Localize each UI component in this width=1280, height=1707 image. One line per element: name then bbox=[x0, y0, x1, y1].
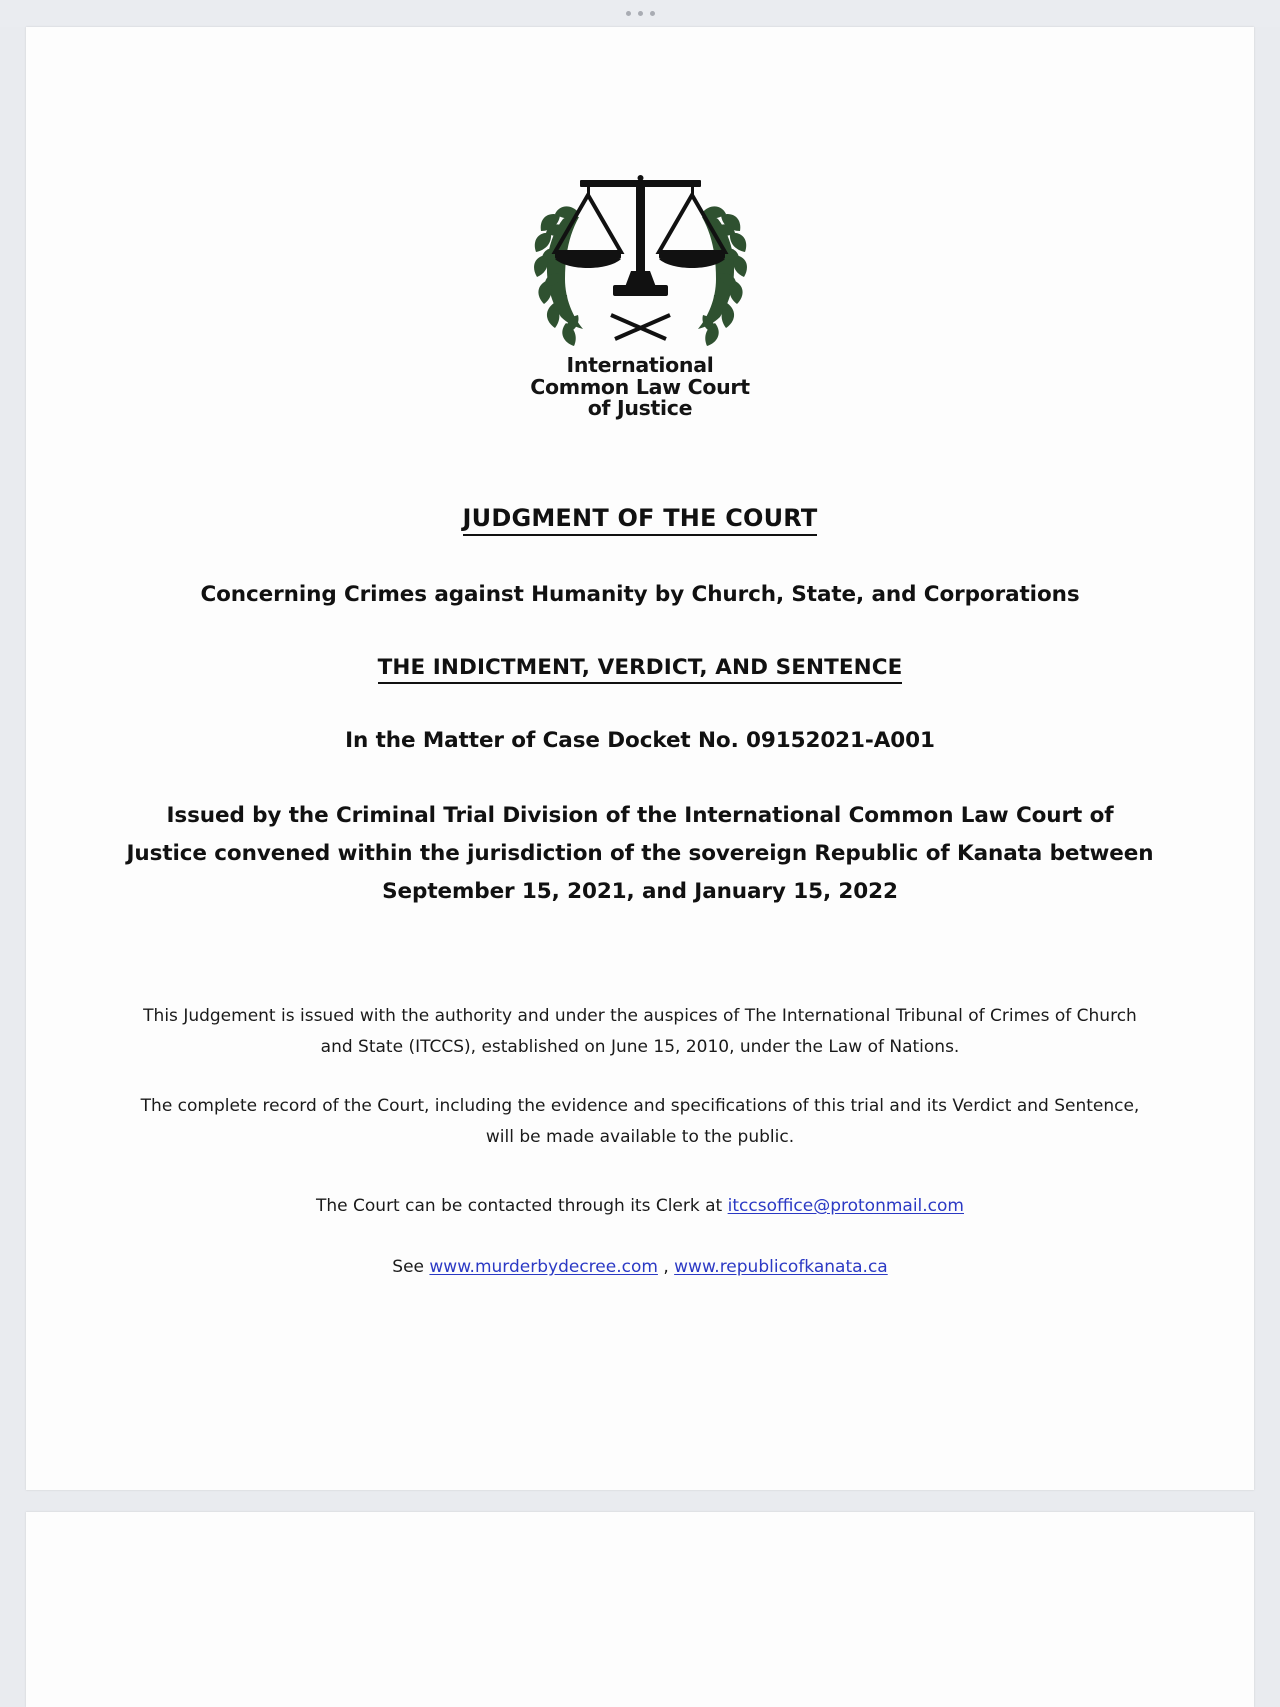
scales-of-justice-wreath-icon bbox=[533, 167, 748, 349]
emblem-caption-line-3: of Justice bbox=[587, 396, 693, 420]
contact-prefix-text: The Court can be contacted through its Clerk at bbox=[316, 1195, 728, 1216]
dot-2 bbox=[638, 11, 643, 16]
authority-paragraph: This Judgement is issued with the authority and under the auspices of The International Tribunal of Crimes of Church and State (ITCCS), established on June 15, 2010, under the Law of Nations. bbox=[143, 1005, 1137, 1057]
emblem-caption-line-2: Common Law Court bbox=[530, 374, 750, 399]
issued-by-statement: Issued by the Criminal Trial Division of the International Common Law Court of Justice convened within the jurisdiction of the sovereign Republic of Kanata between September 15, 2021, and January 15, 2022 bbox=[126, 802, 1154, 904]
court-emblem-block bbox=[121, 27, 1159, 420]
clerk-email-link[interactable]: itccsoffice@protonmail.com bbox=[727, 1195, 964, 1216]
document-page-2 bbox=[26, 1512, 1254, 1707]
indictment-heading bbox=[121, 655, 1159, 680]
contact-paragraph bbox=[121, 1191, 1159, 1222]
dot-3 bbox=[650, 11, 655, 16]
document-page-1 bbox=[26, 27, 1254, 1490]
indictment-heading-text: THE INDICTMENT, VERDICT, AND SENTENCE bbox=[378, 655, 903, 684]
drag-handle-dots bbox=[626, 11, 655, 16]
republicofkanata-link[interactable]: www.republicofkanata.ca bbox=[674, 1256, 888, 1277]
page-title-text: JUDGMENT OF THE COURT bbox=[463, 504, 818, 536]
murderbydecree-link[interactable]: www.murderbydecree.com bbox=[429, 1256, 658, 1277]
case-docket-line: In the Matter of Case Docket No. 09152021-A001 bbox=[345, 727, 935, 753]
dot-1 bbox=[626, 11, 631, 16]
window-drag-handle[interactable] bbox=[0, 0, 1280, 27]
websites-paragraph bbox=[121, 1252, 1159, 1283]
see-prefix-text: See bbox=[392, 1256, 430, 1277]
record-paragraph: The complete record of the Court, including the evidence and specifications of this trial and its Verdict and Sentence, will be made available to the public. bbox=[140, 1095, 1140, 1147]
emblem-caption-line-1: International bbox=[566, 353, 714, 377]
document-subtitle: Concerning Crimes against Humanity by Church, State, and Corporations bbox=[200, 581, 1080, 607]
link-separator-text: , bbox=[657, 1256, 675, 1277]
emblem-caption bbox=[121, 355, 1159, 420]
page-title bbox=[121, 504, 1159, 532]
